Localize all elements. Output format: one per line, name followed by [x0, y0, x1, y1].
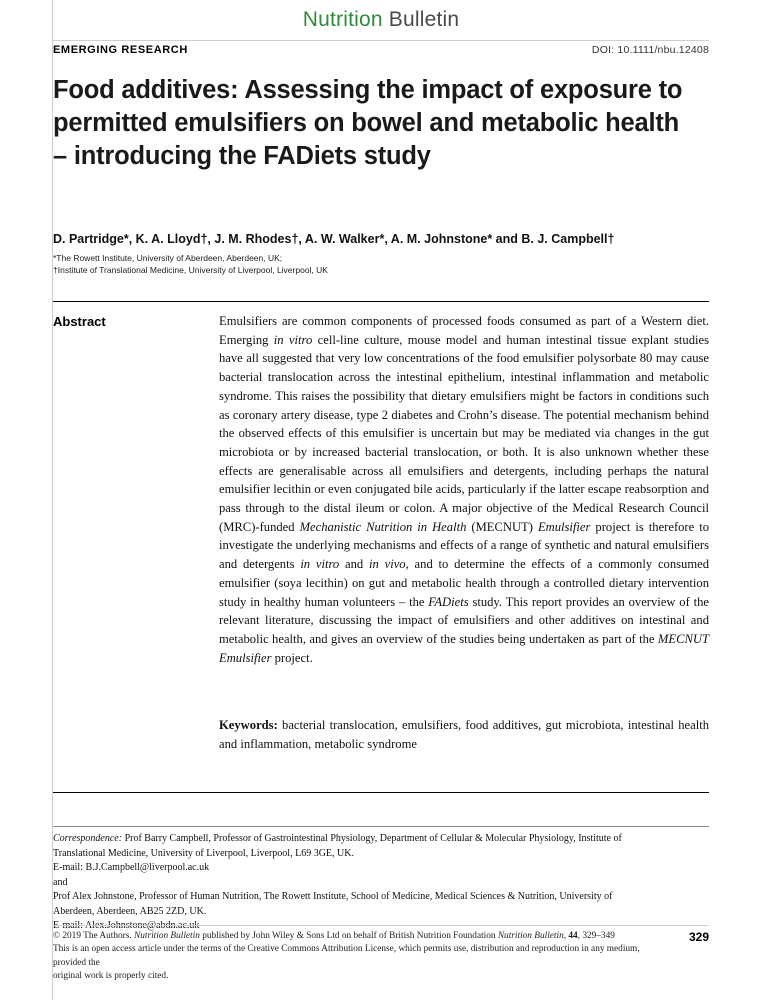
correspondence-line-1 — [53, 832, 709, 847]
correspondence-block — [53, 832, 709, 934]
correspondence-line-3: Prof Alex Johnstone, Professor of Human Nutrition, The Rowett Institute, School of Medicine, Medical Sciences & Nutrition, University of — [53, 891, 613, 902]
page-title: Food additives: Assessing the impact of exposure to permitted emulsifiers on bowel and metabolic health – introducing the FADiets study — [53, 76, 683, 170]
keywords-label: Keywords: — [219, 718, 278, 732]
doi-label[interactable]: DOI: 10.1111/nbu.12408 — [591, 44, 709, 56]
article-header-bar — [53, 44, 709, 56]
author-list: D. Partridge*, K. A. Lloyd†, J. M. Rhodes†, A. W. Walker*, A. M. Johnstone* and B. J. Campbell† — [53, 232, 615, 246]
correspondence-email-1[interactable]: E-mail: B.J.Campbell@liverpool.ac.uk — [53, 862, 210, 873]
abstract-paragraph: Emulsifiers are common components of processed foods consumed as part of a Western diet. Emerging in vitro cell-line culture, mouse model and human intestinal tissue explant studies have all suggested that very low concentrations of the food emulsifier polysorbate 80 may cause bacterial translocation across the intestinal epithelium, intestinal inflammation and metabolic syndrome. This raises the possibility that dietary emulsifiers might be factors in conditions such as coronary artery disease, type 2 diabetes and Crohn’s disease. The potential mechanism behind the observed effects of this emulsifier is uncertain but may be mediated via changes in the gut microbiota or by increased bacterial translocation, or both. It is also unknown whether these effects are generalisable across all emulsifiers and detergents, including perhaps the natural emulsifier lecithin or even conjugated bile acids, particularly if the latter escape reabsorption and pass through to the distal ileum or colon. A major objective of the Medical Research Council (MRC)-funded Mechanistic Nutrition in Health (MECNUT) Emulsifier project is therefore to investigate the underlying mechanisms and effects of a range of synthetic and natural emulsifiers and detergents in vitro and in vivo, and to determine the effects of a commonly consumed emulsifier (soya lecithin) on gut and metabolic health through a controlled dietary intervention study in healthy human volunteers – the FADiets study. This report provides an overview of the relevant literature, discussing the impact of emulsifiers and other additives on intestinal and metabolic health, and gives an overview of the studies being undertaken as part of the MECNUT Emulsifier project. — [219, 314, 710, 665]
correspondence-text-1: Prof Barry Campbell, Professor of Gastrointestinal Physiology, Department of Cellular & Molecular Physiology, Institute of — [124, 833, 622, 844]
journal-masthead — [53, 0, 709, 41]
footer-copyright: © 2019 The Authors. Nutrition Bulletin published by John Wiley & Sons Ltd on behalf of British Nutrition Foundation Nutrition Bulletin, 44, 329–349 — [53, 931, 615, 941]
correspondence-line-4: Aberdeen, Aberdeen, AB25 2ZD, UK. — [53, 905, 207, 917]
footer-license-2: original work is properly cited. — [53, 971, 169, 982]
footer-license-1: This is an open access article under the terms of the Creative Commons Attribution License, which permits use, distribution and reproduction in any medium, provided the — [53, 944, 640, 968]
correspondence-label: Correspondence: — [53, 833, 123, 844]
correspondence-top-rule — [53, 826, 709, 827]
abstract-bottom-rule — [53, 792, 709, 793]
journal-title — [303, 8, 460, 32]
keywords-block — [219, 716, 709, 753]
keywords-text: bacterial translocation, emulsifiers, food additives, gut microbiota, intestinal health and inflammation, metabolic syndrome — [219, 718, 709, 751]
footer-top-rule — [53, 925, 709, 926]
page-number: 329 — [688, 930, 709, 944]
affiliations — [53, 252, 713, 276]
abstract-body — [219, 312, 709, 667]
footer-text — [53, 930, 663, 984]
affiliation-2: †Institute of Translational Medicine, University of Liverpool, Liverpool, UK — [53, 265, 328, 275]
affiliation-1: *The Rowett Institute, University of Aberdeen, Aberdeen, UK; — [53, 253, 283, 263]
correspondence-and: and — [53, 876, 68, 888]
section-label: EMERGING RESEARCH — [53, 44, 188, 56]
correspondence-line-2: Translational Medicine, University of Liverpool, Liverpool, L69 3GE, UK. — [53, 847, 354, 859]
abstract-top-rule — [53, 301, 709, 302]
page-footer — [53, 930, 709, 984]
abstract-label: Abstract — [53, 314, 106, 329]
journal-title-bulletin: Bulletin — [388, 8, 460, 31]
journal-title-nutrition: Nutrition — [302, 8, 383, 31]
